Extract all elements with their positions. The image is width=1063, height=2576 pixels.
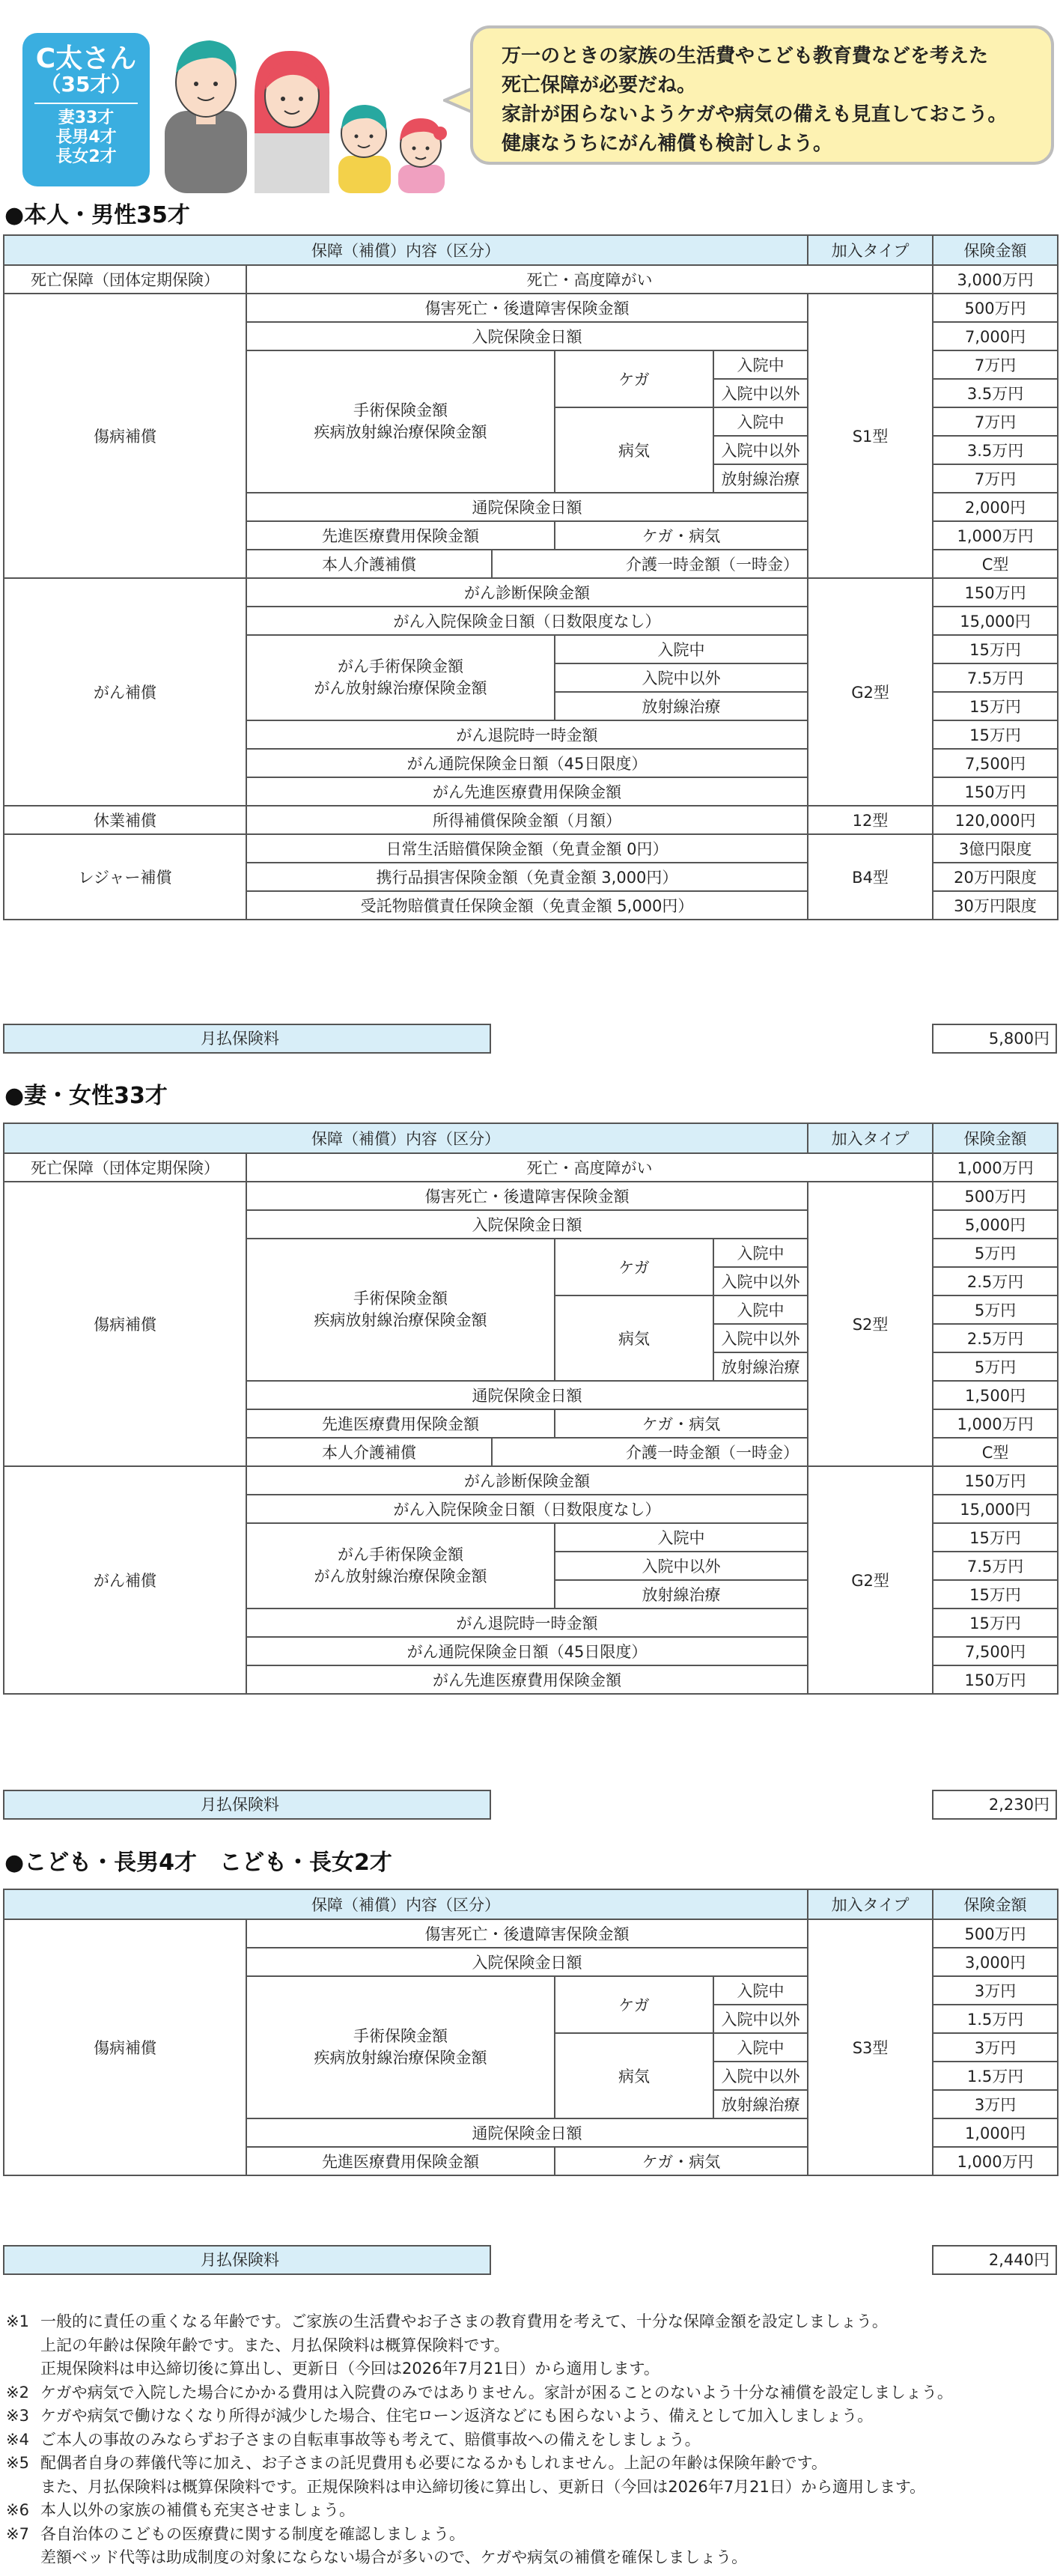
- item-cell: がん通院保険金日額（45日限度）: [246, 749, 808, 777]
- footnote: [6, 2428, 1054, 2452]
- amount-cell: 150万円: [933, 1466, 1058, 1495]
- category-cancer: がん補償: [4, 578, 246, 806]
- persona-badge: [22, 33, 150, 186]
- section-title-children: ●こども・長男4才 こども・長女2才: [4, 1850, 392, 1876]
- footnote-line: また、月払保険料は概算保険料です。正規保険料は申込締切後に算出し、更新日（今回は2026年7月21日）から適用します。: [40, 2477, 926, 2496]
- sub-item: 放射線治療: [555, 1580, 808, 1609]
- amount-cell: 3万円: [933, 2090, 1058, 2118]
- type-cell: S1型: [808, 294, 933, 578]
- amount-cell: 30万円限度: [933, 891, 1058, 920]
- family-member: 長男4才: [55, 127, 117, 147]
- sub-item: 入院中以外: [713, 1324, 808, 1352]
- monthly-premium-self: [3, 1024, 1057, 1054]
- footnote-line: 差額ベッド代等は助成制度の対象にならない場合が多いので、ケガや病気の補償を確保しましょう。: [40, 2548, 748, 2566]
- family-illustration: [142, 21, 449, 193]
- surgery-label: [246, 1976, 555, 2118]
- sub-item: 入院中: [555, 635, 808, 663]
- surgery-label: [246, 350, 555, 493]
- item-cell: 通院保険金日額: [246, 2118, 808, 2147]
- sub-item: 入院中: [713, 1295, 808, 1324]
- cancer-surgery-label-1: がん手術保険金額: [338, 1545, 463, 1564]
- item-cell: 先進医療費用保険金額: [246, 1409, 555, 1438]
- item-cell: 傷害死亡・後遺障害保険金額: [246, 294, 808, 322]
- amount-cell: 15万円: [933, 635, 1058, 663]
- footnote-line: ケガや病気で働けなくなり所得が減少した場合、住宅ローン返済などにも困らないよう、備えとして加入しましょう。: [40, 2407, 874, 2425]
- item-cell: がん先進医療費用保険金額: [246, 1665, 808, 1694]
- item-cell: 入院保険金日額: [246, 322, 808, 350]
- sub-item: 入院中: [713, 407, 808, 436]
- amount-cell: 500万円: [933, 1182, 1058, 1210]
- bubble-line: 健康なうちにがん補償も検討しよう。: [502, 133, 833, 155]
- item-cell: がん入院保険金日額（日数限度なし）: [246, 607, 808, 635]
- footnote-mark: ※5: [6, 2454, 29, 2472]
- coverage-table-children: [3, 1889, 1059, 2176]
- footnote-line: 各自治体のこどもの医療費に関する制度を確認しましょう。: [40, 2524, 465, 2543]
- header-type: 加入タイプ: [808, 235, 933, 265]
- header-content: 保障（補償）内容（区分）: [4, 1123, 808, 1153]
- surgery-label-1: 手術保険金額: [353, 2026, 448, 2045]
- item-cell: がん退院時一時金額: [246, 720, 808, 749]
- amount-cell: 15万円: [933, 720, 1058, 749]
- bubble-line: 死亡保障が必要だね。: [502, 74, 697, 97]
- amount-cell: 1,000万円: [933, 521, 1058, 550]
- item-cell: がん診断保険金額: [246, 578, 808, 607]
- type-cell: C型: [933, 1438, 1058, 1466]
- type-cell: B4型: [808, 834, 933, 920]
- item-cell: 通院保険金日額: [246, 1381, 808, 1409]
- amount-cell: 3万円: [933, 2033, 1058, 2062]
- footnote: [6, 2405, 1054, 2428]
- section-title-wife: ●妻・女性33才: [4, 1083, 168, 1109]
- monthly-premium-children: [3, 2245, 1057, 2275]
- amount-cell: 5,000円: [933, 1210, 1058, 1239]
- amount-cell: 2,000円: [933, 493, 1058, 521]
- amount-cell: 1,000万円: [933, 1153, 1058, 1182]
- type-cell: S2型: [808, 1182, 933, 1466]
- sub-item: 入院中以外: [713, 379, 808, 407]
- amount-cell: 1,000万円: [933, 2147, 1058, 2175]
- surgery-label: [246, 1239, 555, 1381]
- sub-byoki: 病気: [555, 1295, 713, 1381]
- sub-kega: ケガ: [555, 350, 713, 407]
- amount-cell: 3.5万円: [933, 436, 1058, 464]
- category-injury: 傷病補償: [4, 1182, 246, 1466]
- header-amount: 保険金額: [933, 235, 1058, 265]
- footnote: [6, 2310, 1054, 2381]
- footnote-line: 本人以外の家族の補償も充実させましょう。: [40, 2501, 355, 2519]
- item-cell: 介護一時金額（一時金）: [492, 1438, 933, 1466]
- category-death: 死亡保障（団体定期保険）: [4, 1153, 246, 1182]
- amount-cell: 7.5万円: [933, 663, 1058, 692]
- surgery-label-1: 手術保険金額: [353, 401, 448, 419]
- sub-item: 入院中: [713, 350, 808, 379]
- surgery-label-2: 疾病放射線治療保険金額: [314, 423, 487, 441]
- amount-cell: 3.5万円: [933, 379, 1058, 407]
- header-type: 加入タイプ: [808, 1123, 933, 1153]
- coverage-table-self: [3, 234, 1059, 920]
- header-content: 保障（補償）内容（区分）: [4, 1889, 808, 1919]
- footnote: [6, 2381, 1054, 2405]
- sub-item: 入院中: [713, 1239, 808, 1267]
- amount-cell: 1,000万円: [933, 1409, 1058, 1438]
- amount-cell: 3,000万円: [933, 265, 1058, 294]
- amount-cell: 15,000円: [933, 607, 1058, 635]
- header-amount: 保険金額: [933, 1889, 1058, 1919]
- category-death: 死亡保障（団体定期保険）: [4, 265, 246, 294]
- cancer-surgery-label-2: がん放射線治療保険金額: [314, 1567, 487, 1585]
- amount-cell: 7万円: [933, 407, 1058, 436]
- category-cancer: がん補償: [4, 1466, 246, 1694]
- footnote: [6, 2523, 1054, 2570]
- sub-item: 入院中以外: [713, 2005, 808, 2033]
- sub-kega: ケガ: [555, 1239, 713, 1295]
- persona-age: （35才）: [40, 71, 133, 97]
- sub-byoki: 病気: [555, 407, 713, 493]
- type-cell: G2型: [808, 1466, 933, 1694]
- item-cell: ケガ・病気: [555, 2147, 808, 2175]
- section-title-self: ●本人・男性35才: [4, 202, 190, 228]
- surgery-label-1: 手術保険金額: [353, 1289, 448, 1307]
- amount-cell: 3万円: [933, 1976, 1058, 2005]
- monthly-label: 月払保険料: [3, 2245, 491, 2275]
- amount-cell: 15万円: [933, 1523, 1058, 1552]
- amount-cell: 15,000円: [933, 1495, 1058, 1523]
- sub-kega: ケガ: [555, 1976, 713, 2033]
- item-cell: 携行品損害保険金額（免責金額 3,000円）: [246, 863, 808, 891]
- category-injury: 傷病補償: [4, 294, 246, 578]
- family-member: 長女2才: [55, 148, 117, 167]
- footnote-mark: ※4: [6, 2430, 29, 2449]
- item-cell: ケガ・病気: [555, 521, 808, 550]
- amount-cell: 7,500円: [933, 1637, 1058, 1665]
- sub-item: 入院中以外: [555, 663, 808, 692]
- amount-cell: 150万円: [933, 1665, 1058, 1694]
- header-content: 保障（補償）内容（区分）: [4, 235, 808, 265]
- amount-cell: 3,000円: [933, 1948, 1058, 1976]
- footnote-line: ご本人の事故のみならずお子さまの自転車事故等も考えて、賠償事故への備えをしましょう。: [40, 2430, 701, 2449]
- type-cell: S3型: [808, 1919, 933, 2175]
- footnote: [6, 2499, 1054, 2523]
- type-cell: 12型: [808, 806, 933, 834]
- amount-cell: 150万円: [933, 777, 1058, 806]
- footnote-mark: ※3: [6, 2407, 29, 2425]
- persona-name: C太さん: [35, 43, 137, 74]
- amount-cell: 5万円: [933, 1352, 1058, 1381]
- family-member: 妻33才: [58, 108, 115, 127]
- amount-cell: 3億円限度: [933, 834, 1058, 863]
- header-amount: 保険金額: [933, 1123, 1058, 1153]
- amount-cell: 7,500円: [933, 749, 1058, 777]
- monthly-label: 月払保険料: [3, 1024, 491, 1054]
- footnote-line: 正規保険料は申込締切後に算出し、更新日（今回は2026年7月21日）から適用します。: [40, 2360, 660, 2378]
- footnote-line: 配偶者自身の葬儀代等に加え、お子さまの託児費用も必要になるかもしれません。上記の年齢は保険年齢です。: [40, 2454, 827, 2472]
- cancer-surgery-label-2: がん放射線治療保険金額: [314, 679, 487, 697]
- footnote-mark: ※6: [6, 2501, 29, 2519]
- item-cell: 傷害死亡・後遺障害保険金額: [246, 1182, 808, 1210]
- item-cell: 傷害死亡・後遺障害保険金額: [246, 1919, 808, 1948]
- amount-cell: 1.5万円: [933, 2005, 1058, 2033]
- amount-cell: 150万円: [933, 578, 1058, 607]
- surgery-label-2: 疾病放射線治療保険金額: [314, 2049, 487, 2067]
- monthly-value: 2,440円: [932, 2245, 1057, 2275]
- footnote-line: ケガや病気で入院した場合にかかる費用は入院費のみではありません。家計が困ることのないよう十分な補償を設定しましょう。: [40, 2383, 953, 2402]
- item-cell: 先進医療費用保険金額: [246, 521, 555, 550]
- footnotes: [6, 2310, 1054, 2570]
- item-cell: 受託物賠償責任保険金額（免責金額 5,000円）: [246, 891, 808, 920]
- item-cell: 通院保険金日額: [246, 493, 808, 521]
- sub-item: 放射線治療: [555, 692, 808, 720]
- item-cell: がん入院保険金日額（日数限度なし）: [246, 1495, 808, 1523]
- footnote-mark: ※1: [6, 2312, 29, 2330]
- footnote-mark: ※2: [6, 2383, 29, 2402]
- item-cell: がん通院保険金日額（45日限度）: [246, 1637, 808, 1665]
- amount-cell: 5万円: [933, 1295, 1058, 1324]
- amount-cell: 20万円限度: [933, 863, 1058, 891]
- item-cell: がん診断保険金額: [246, 1466, 808, 1495]
- item-cell: 入院保険金日額: [246, 1948, 808, 1976]
- amount-cell: 7万円: [933, 464, 1058, 493]
- item-death: 死亡・高度障がい: [246, 265, 933, 294]
- amount-cell: 15万円: [933, 1580, 1058, 1609]
- amount-cell: 500万円: [933, 1919, 1058, 1948]
- amount-cell: 15万円: [933, 1609, 1058, 1637]
- item-cell: 先進医療費用保険金額: [246, 2147, 555, 2175]
- item-death: 死亡・高度障がい: [246, 1153, 933, 1182]
- sub-item: 放射線治療: [713, 2090, 808, 2118]
- sub-item: 入院中: [555, 1523, 808, 1552]
- bubble-line: 万一のときの家族の生活費やこども教育費などを考えた: [502, 45, 989, 67]
- amount-cell: 2.5万円: [933, 1267, 1058, 1295]
- type-cell: C型: [933, 550, 1058, 578]
- sub-item: 入院中: [713, 2033, 808, 2062]
- amount-cell: 120,000円: [933, 806, 1058, 834]
- category-leave: 休業補償: [4, 806, 246, 834]
- cancer-surgery-label-1: がん手術保険金額: [338, 657, 463, 675]
- category-injury: 傷病補償: [4, 1919, 246, 2175]
- amount-cell: 2.5万円: [933, 1324, 1058, 1352]
- sub-item: 放射線治療: [713, 1352, 808, 1381]
- footnote-line: 上記の年齢は保険年齢です。また、月払保険料は概算保険料です。: [40, 2336, 510, 2354]
- amount-cell: 7万円: [933, 350, 1058, 379]
- sub-item: 入院中: [713, 1976, 808, 2005]
- item-cell: 所得補償保険金額（月額）: [246, 806, 808, 834]
- footnote-line: 一般的に責任の重くなる年齢です。ご家族の生活費やお子さまの教育費用を考えて、十分な保障金額を設定しましょう。: [40, 2312, 888, 2330]
- monthly-premium-wife: [3, 1790, 1057, 1820]
- item-cell: がん退院時一時金額: [246, 1609, 808, 1637]
- amount-cell: 1.5万円: [933, 2062, 1058, 2090]
- item-cell: ケガ・病気: [555, 1409, 808, 1438]
- amount-cell: 1,500円: [933, 1381, 1058, 1409]
- header-type: 加入タイプ: [808, 1889, 933, 1919]
- item-cell: 介護一時金額（一時金）: [492, 550, 933, 578]
- monthly-label: 月払保険料: [3, 1790, 491, 1820]
- sub-item: 入院中以外: [713, 436, 808, 464]
- item-cell: がん先進医療費用保険金額: [246, 777, 808, 806]
- type-cell: G2型: [808, 578, 933, 806]
- monthly-value: 5,800円: [932, 1024, 1057, 1054]
- footnote-mark: ※7: [6, 2524, 29, 2543]
- amount-cell: 500万円: [933, 294, 1058, 322]
- item-cell: 入院保険金日額: [246, 1210, 808, 1239]
- monthly-value: 2,230円: [932, 1790, 1057, 1820]
- amount-cell: 15万円: [933, 692, 1058, 720]
- footnote: [6, 2452, 1054, 2499]
- amount-cell: 7,000円: [933, 322, 1058, 350]
- speech-bubble: [470, 25, 1054, 165]
- sub-item: 入院中以外: [713, 1267, 808, 1295]
- surgery-label-2: 疾病放射線治療保険金額: [314, 1311, 487, 1329]
- cancer-surgery-label: [246, 635, 555, 720]
- bubble-line: 家計が困らないようケガや病気の備えも見直しておこう。: [502, 103, 1008, 126]
- amount-cell: 1,000円: [933, 2118, 1058, 2147]
- sub-item: 入院中以外: [555, 1552, 808, 1580]
- item-cell: 日常生活賠償保険金額（免責金額 0円）: [246, 834, 808, 863]
- amount-cell: 5万円: [933, 1239, 1058, 1267]
- category-care: 本人介護補償: [246, 550, 492, 578]
- sub-item: 入院中以外: [713, 2062, 808, 2090]
- persona-divider: [34, 103, 138, 104]
- cancer-surgery-label: [246, 1523, 555, 1609]
- amount-cell: 7.5万円: [933, 1552, 1058, 1580]
- category-care: 本人介護補償: [246, 1438, 492, 1466]
- sub-item: 放射線治療: [713, 464, 808, 493]
- sub-byoki: 病気: [555, 2033, 713, 2118]
- coverage-table-wife: [3, 1123, 1059, 1695]
- hero: [0, 0, 1063, 191]
- category-leisure: レジャー補償: [4, 834, 246, 920]
